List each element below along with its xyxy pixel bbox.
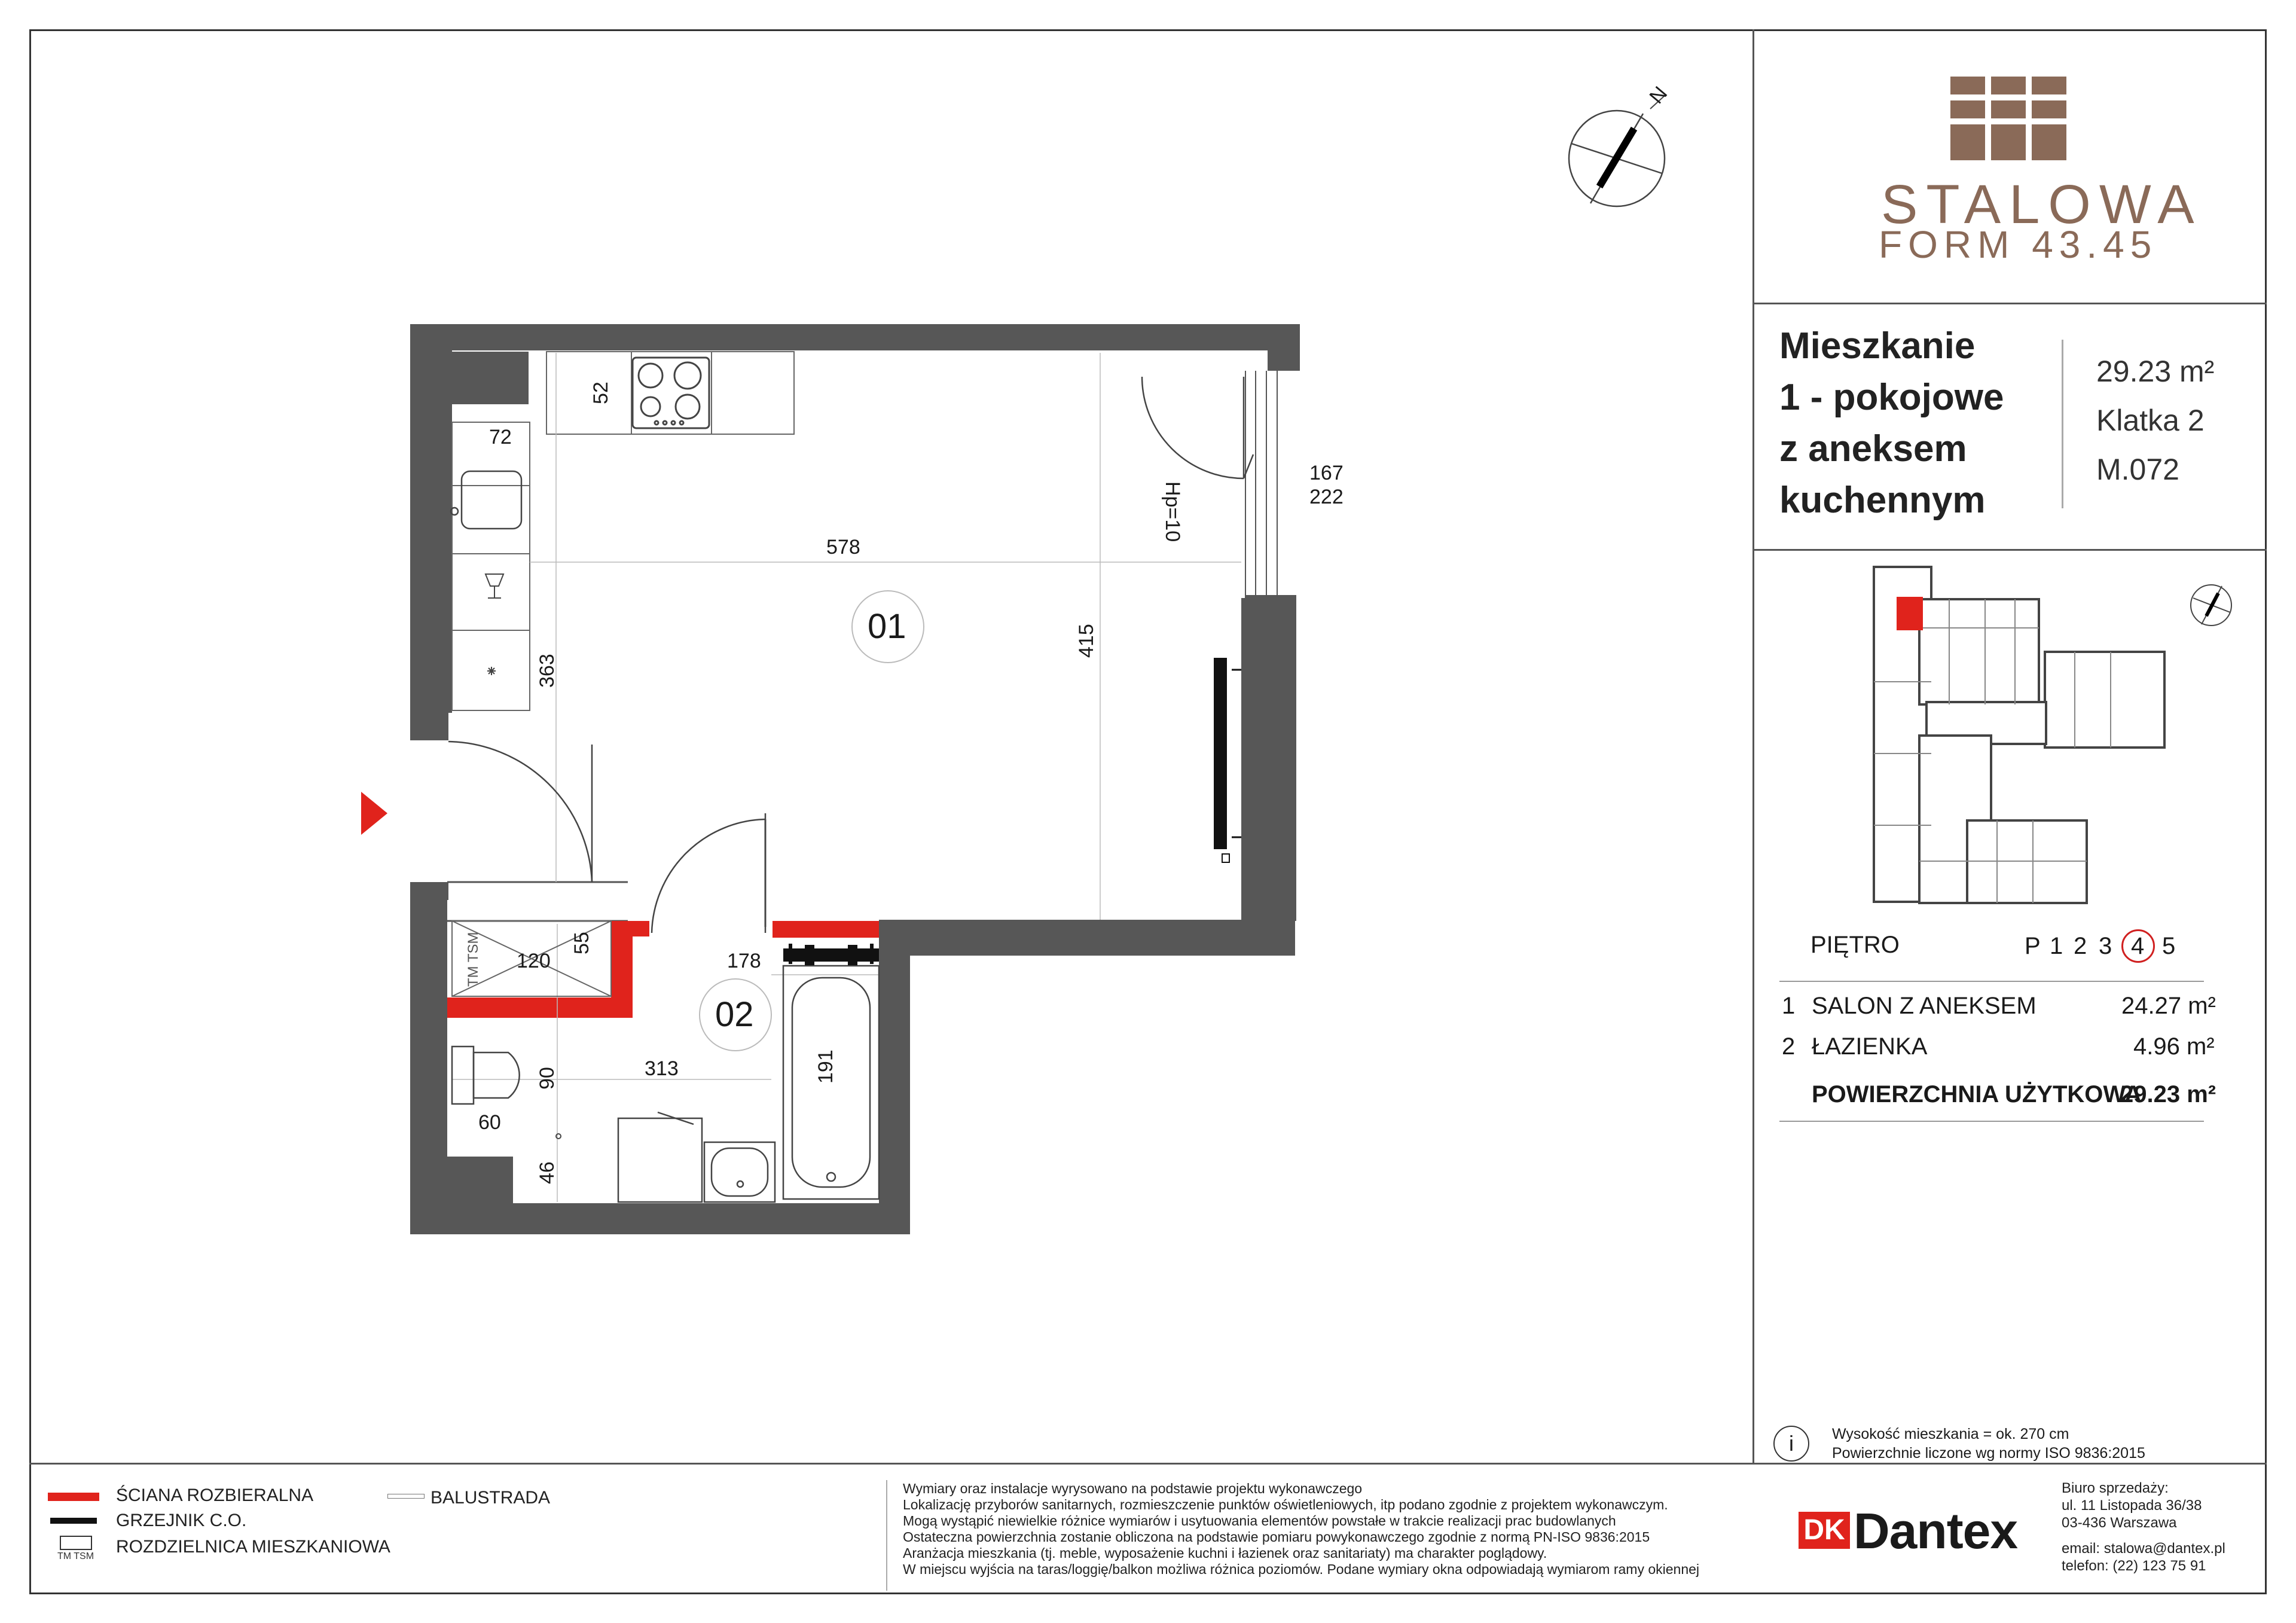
dim-52: 52 xyxy=(590,382,612,404)
sales-office xyxy=(2062,1479,2225,1575)
floor-4-selected[interactable]: 4 xyxy=(2131,933,2145,959)
drain-point xyxy=(556,1134,561,1139)
room-2-name: ŁAZIENKA xyxy=(1812,1033,1928,1060)
room-2-no: 2 xyxy=(1782,1033,1796,1060)
floor-2[interactable]: 2 xyxy=(2074,933,2087,959)
wall-right-lower xyxy=(879,921,910,1234)
table-bottom-rule xyxy=(1779,1121,2204,1122)
sales-office-street: ul. 11 Listopada 36/38 xyxy=(2062,1497,2202,1514)
threshold-label: Hp=10 xyxy=(1161,481,1184,542)
room-1-no: 1 xyxy=(1782,993,1796,1019)
legend-radiator-label: GRZEJNIK C.O. xyxy=(116,1511,247,1530)
key-plan-compass-icon xyxy=(2191,585,2231,626)
table-top-rule xyxy=(1779,981,2204,982)
apartment-unit: M.072 xyxy=(2096,453,2179,486)
sales-office-email[interactable]: email: stalowa@dantex.pl xyxy=(2062,1540,2225,1557)
sales-office-city: 03-436 Warszawa xyxy=(2062,1515,2177,1531)
room-1-area: 24.27 m² xyxy=(2121,993,2216,1019)
dim-578: 578 xyxy=(826,536,860,559)
dim-191: 191 xyxy=(814,1050,837,1084)
info-norm: Powierzchnie liczone wg normy ISO 9836:2015 xyxy=(1832,1445,2145,1462)
sales-office-label: Biuro sprzedaży: xyxy=(2062,1480,2169,1496)
meter-cabinet-label: TM TSM xyxy=(465,932,481,987)
dim-363: 363 xyxy=(536,654,558,688)
apartment-area: 29.23 m² xyxy=(2096,355,2215,388)
floor-3[interactable]: 3 xyxy=(2099,933,2112,959)
dim-178: 178 xyxy=(727,950,761,972)
dantex-wordmark: Dantex xyxy=(1854,1503,2018,1559)
compass-north-label: N xyxy=(1645,82,1672,108)
legend-distributor-label: ROZDZIELNICA MIESZKANIOWA xyxy=(116,1537,390,1557)
disclaimer-notes: Wymiary oraz instalacje wyrysowano na podstawie projektu wykonawczego Lokalizację przyborów sanitarnych, rozmieszczenie punktów oświetleniowych, itp podano zgodnie z projektem wykonawczym. Mogą wystąpić niewielkie różnice wymiarów i usytuowania elementów powstałe w trakcie realizacji prac budowlanych Ostateczna powierzchnia zostanie obliczona na podstawie pomiaru powykonawczego zgodnie z normą PN-ISO 9836:2015 Aranżacja mieszkania (tj. meble, wyposażenie kuchni i łazienek oraz sanitariaty) ma charakter poglądowy. W miejscu wyjścia na taras/loggię/balkon możliwa różnica poziomów. Podane wymiary okna odpowiadają wymiarom ramy okiennej xyxy=(903,1481,1700,1577)
bath-radiator xyxy=(783,944,879,965)
washbasin xyxy=(704,1142,775,1202)
legend-radiator-icon xyxy=(50,1518,97,1524)
apartment-title: Mieszkanie 1 - pokojowe z aneksem kuchennym xyxy=(1779,325,2004,521)
toilet xyxy=(452,1047,520,1104)
info-icon: i xyxy=(1773,1426,1809,1462)
legend-balustrade-label: BALUSTRADA xyxy=(430,1488,551,1508)
total-label: POWIERZCHNIA UŻYTKOWA xyxy=(1812,1081,2142,1108)
floor-1[interactable]: 1 xyxy=(2050,933,2063,959)
dim-120: 120 xyxy=(517,950,551,972)
legend-wall-swatch xyxy=(48,1493,99,1501)
floor-label: PIĘTRO xyxy=(1810,932,1900,958)
window-width: 167 xyxy=(1309,462,1344,484)
dim-72: 72 xyxy=(489,426,512,449)
legend-wall-label: ŚCIANA ROZBIERALNA xyxy=(116,1485,314,1505)
sales-office-phone[interactable]: telefon: (22) 123 75 91 xyxy=(2062,1558,2206,1574)
dim-60: 60 xyxy=(478,1111,501,1134)
legend-distributor-icon-label: TM TSM xyxy=(57,1551,94,1561)
legend-divider xyxy=(29,1463,2267,1465)
washing-machine xyxy=(618,1112,702,1202)
dim-46: 46 xyxy=(536,1161,558,1184)
brand-subtitle: FORM 43.45 xyxy=(1879,223,2158,266)
total-area: 29.23 m² xyxy=(2120,1081,2216,1108)
dantex-logo-icon: DK xyxy=(1799,1512,1850,1549)
legend-distributor-icon xyxy=(60,1536,92,1550)
wall-bottom xyxy=(410,1203,893,1234)
apartment-stairwell: Klatka 2 xyxy=(2096,404,2205,437)
window-height: 222 xyxy=(1309,486,1344,508)
key-plan-highlight xyxy=(1897,597,1923,630)
room-1-number: 01 xyxy=(868,607,906,646)
wall-left-lower xyxy=(410,882,447,1234)
room-1-name: SALON Z ANEKSEM xyxy=(1812,993,2037,1019)
dim-55: 55 xyxy=(570,932,593,954)
dim-90: 90 xyxy=(536,1067,558,1090)
dim-415: 415 xyxy=(1075,624,1098,658)
removable-walls xyxy=(447,921,879,1018)
dim-313: 313 xyxy=(645,1057,679,1080)
footer-divider xyxy=(886,1480,887,1591)
brand-name: STALOWA xyxy=(1881,174,2203,235)
room-2-area: 4.96 m² xyxy=(2133,1033,2215,1060)
shaft-bottom-left xyxy=(447,1157,513,1204)
floor-5[interactable]: 5 xyxy=(2162,933,2176,959)
info-height: Wysokość mieszkania = ok. 270 cm xyxy=(1832,1426,2069,1442)
room-2-number: 02 xyxy=(715,995,754,1034)
selected-floor-ring xyxy=(2121,929,2155,963)
legend-balustrade-swatch xyxy=(387,1494,425,1499)
floor-P[interactable]: P xyxy=(2025,933,2041,959)
